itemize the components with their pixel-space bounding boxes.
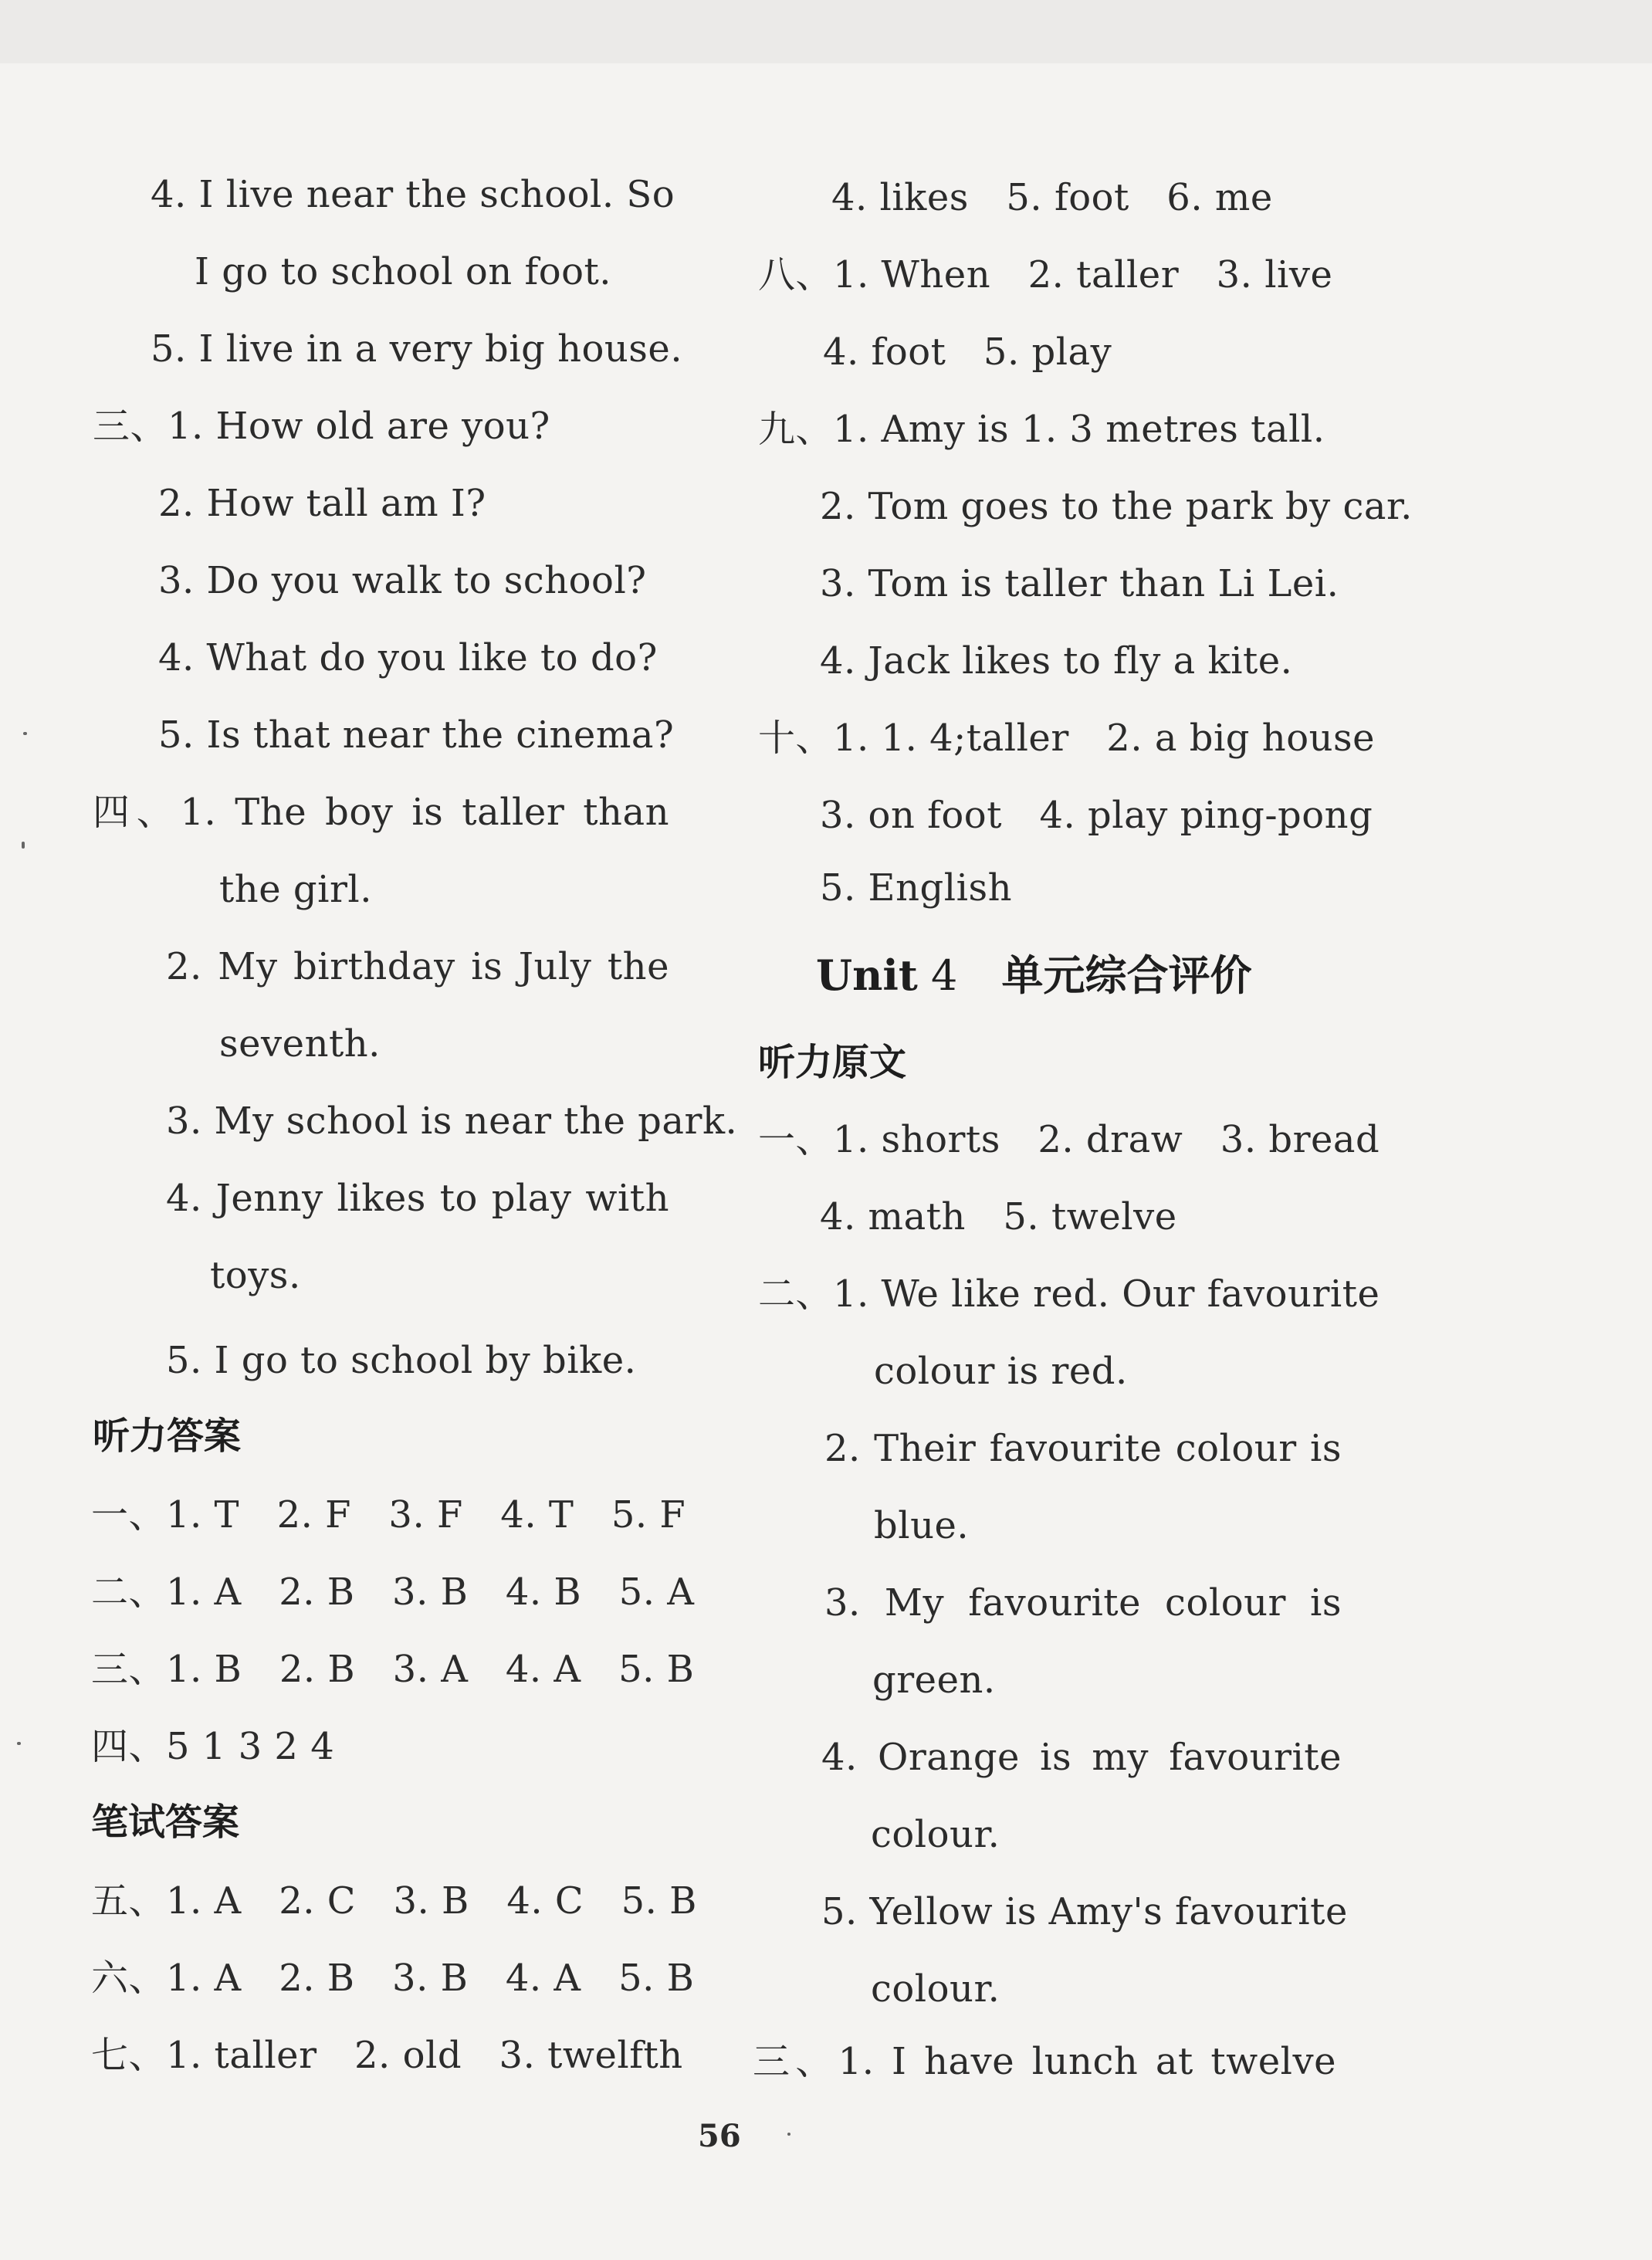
left-line-16: 5. I go to school by bike. [166, 1339, 637, 1382]
right-line-22: colour. [871, 1967, 1000, 2011]
right-line-14: colour is red. [874, 1350, 1128, 1393]
scan-speck [22, 842, 25, 849]
right-line-2: 八、1. When 2. taller 3. live [758, 253, 1333, 296]
left-line-2: I go to school on foot. [195, 250, 612, 293]
scan-speck [787, 2133, 790, 2136]
right-line-4: 九、1. Amy is 1. 3 metres tall. [758, 408, 1325, 451]
right-line-9: 3. on foot 4. play ping-pong [820, 794, 1373, 837]
unit-title: 单元综合评价 [1001, 951, 1252, 1000]
left-line-12: seventh. [219, 1022, 381, 1066]
left-line-1: 4. I live near the school. So [151, 173, 675, 216]
right-line-10: 5. English [820, 866, 1012, 910]
right-line-13: 二、1. We like red. Our favourite [758, 1272, 1380, 1316]
written-answers-heading: 笔试答案 [91, 1801, 240, 1844]
left-line-5: 2. How tall am I? [158, 482, 486, 525]
top-scan-band [0, 0, 1652, 63]
left-line-19: 二、1. A 2. B 3. B 4. B 5. A [91, 1570, 695, 1614]
right-line-11: 一、1. shorts 2. draw 3. bread [758, 1118, 1380, 1161]
right-line-7: 4. Jack likes to fly a kite. [820, 639, 1293, 683]
right-line-3: 4. foot 5. play [823, 330, 1112, 374]
left-line-6: 3. Do you walk to school? [158, 559, 647, 602]
right-line-16: blue. [874, 1504, 970, 1547]
listening-answers-heading: 听力答案 [93, 1415, 242, 1458]
unit-word: Unit [816, 950, 918, 1000]
left-line-11: 2. My birthday is July the [166, 945, 669, 988]
left-line-23: 五、1. A 2. C 3. B 4. C 5. B [91, 1879, 697, 1923]
right-line-23: 三、1. I have lunch at twelve [753, 2040, 1336, 2083]
right-line-18: green. [872, 1659, 996, 1702]
listening-text-heading: 听力原文 [758, 1041, 907, 1084]
left-line-9: 四、1. The boy is taller than [93, 791, 669, 834]
left-line-13: 3. My school is near the park. [166, 1100, 738, 1143]
scan-speck [17, 1742, 21, 1745]
left-line-8: 5. Is that near the cinema? [158, 713, 675, 757]
left-line-10: the girl. [219, 868, 372, 911]
right-line-5: 2. Tom goes to the park by car. [820, 485, 1413, 528]
left-line-21: 四、5 1 3 2 4 [91, 1725, 335, 1768]
unit-heading [816, 950, 1252, 1001]
right-line-20: colour. [871, 1813, 1000, 1856]
scan-speck [23, 732, 27, 735]
left-line-7: 4. What do you like to do? [158, 636, 658, 679]
left-line-18: 一、1. T 2. F 3. F 4. T 5. F [91, 1493, 686, 1537]
right-line-15: 2. Their favourite colour is [824, 1427, 1342, 1470]
left-line-14: 4. Jenny likes to play with [166, 1177, 669, 1220]
left-line-24: 六、1. A 2. B 3. B 4. A 5. B [91, 1957, 695, 2000]
right-line-1: 4. likes 5. foot 6. me [831, 176, 1273, 219]
left-line-3: 5. I live in a very big house. [151, 327, 683, 371]
right-line-21: 5. Yellow is Amy's favourite [821, 1890, 1348, 1933]
right-line-8: 十、1. 1. 4;taller 2. a big house [758, 717, 1376, 760]
left-line-25: 七、1. taller 2. old 3. twelfth [91, 2034, 683, 2077]
right-line-19: 4. Orange is my favourite [821, 1736, 1342, 1779]
right-line-6: 3. Tom is taller than Li Lei. [820, 562, 1339, 605]
left-line-4: 三、1. How old are you? [93, 405, 550, 448]
right-line-12: 4. math 5. twelve [820, 1195, 1177, 1238]
unit-number: 4 [930, 951, 958, 1000]
right-line-17: 3. My favourite colour is [824, 1581, 1342, 1625]
left-line-15: toys. [210, 1254, 301, 1297]
left-line-20: 三、1. B 2. B 3. A 4. A 5. B [91, 1648, 695, 1691]
page-number: 56 [698, 2118, 741, 2154]
